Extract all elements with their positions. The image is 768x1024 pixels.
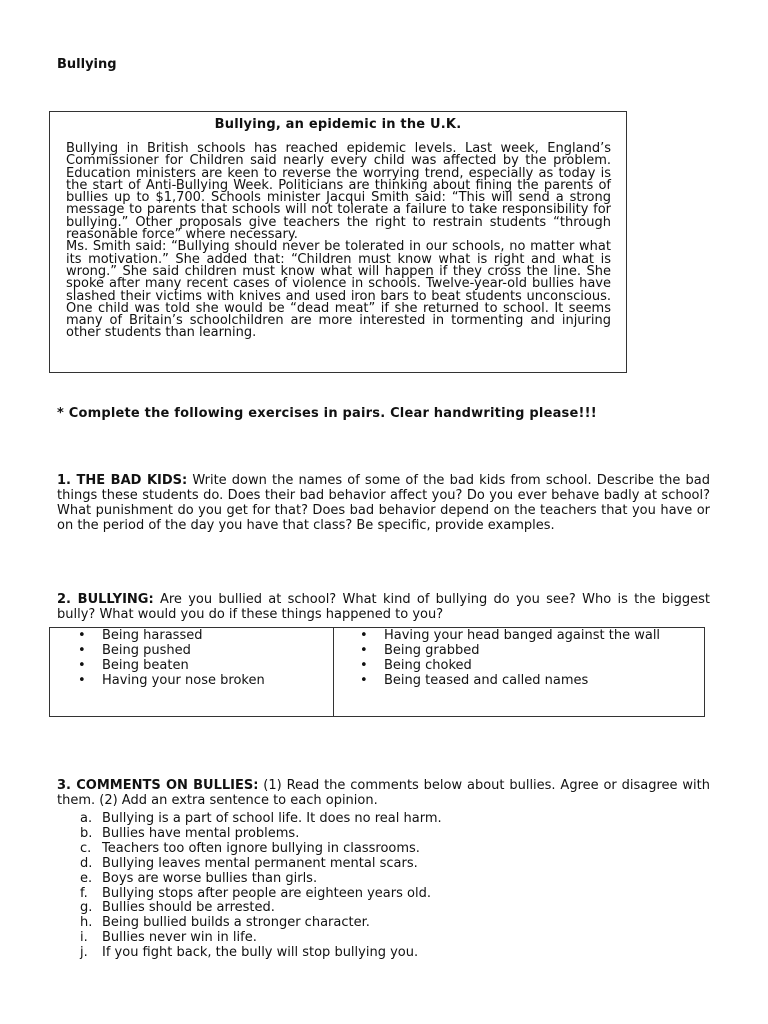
list-item: [80, 857, 442, 872]
list-item: [80, 931, 442, 946]
item-letter: j.: [80, 945, 88, 961]
list-item: • Being beaten: [58, 658, 328, 673]
list-item: [80, 872, 442, 887]
item-text: Bullies never win in life.: [102, 930, 257, 946]
exercise-2-text: Are you bullied at school? What kind of bullying do you see? Who is the biggest bully? What would you do if these things happened to you?: [57, 592, 710, 622]
list-item: [80, 842, 442, 857]
item-text: Bullying stops after people are eighteen years old.: [102, 885, 431, 901]
article-heading: Bullying, an epidemic in the U.K.: [214, 117, 462, 132]
list-item: • Having your nose broken: [58, 673, 328, 688]
exercise-3-text: (1) Read the comments below about bullies. Agree or disagree with them. (2) Add an extra sentence to each opinion.: [57, 778, 710, 808]
item-letter: e.: [80, 870, 93, 886]
list-item: [80, 916, 442, 931]
item-text: Bullies have mental problems.: [102, 825, 300, 841]
list-item: • Being choked: [340, 658, 698, 673]
item-letter: b.: [80, 825, 93, 841]
list-item: [80, 887, 442, 902]
article-body: [66, 143, 611, 340]
article-paragraph-1: Bullying in British schools has reached epidemic levels. Last week, England’s Commissioner for Children said nearly every child was affected by the problem. Education ministers are keen to reverse the worrying trend, especially as today is the start of Anti-Bullying Week. Politicians are thinking about fining the parents of bullies up to $1,700. Schools minister Jacqui Smith said: “This will send a strong message to parents that schools will not tolerate a failure to take responsibility for bullying.” Other proposals give teachers the right to restrain students “through reasonable force” where necessary.: [66, 141, 611, 243]
item-text: If you fight back, the bully will stop bullying you.: [102, 945, 419, 961]
exercise-1-label: 1. THE BAD KIDS:: [57, 473, 188, 488]
item-letter: f.: [80, 885, 88, 901]
item-letter: d.: [80, 855, 93, 871]
exercise-1-text: Write down the names of some of the bad kids from school. Describe the bad things these students do. Does their bad behavior affect you? Do you ever behave badly at school? What punishment do you get for that? Does bad behavior depend on the teachers that you have or on the period of the day you have that class? Be specific, provide examples.: [57, 473, 710, 533]
item-letter: i.: [80, 930, 88, 946]
item-letter: h.: [80, 915, 93, 931]
list-item: • Being harassed: [58, 628, 328, 643]
bullying-list-right: [340, 628, 698, 688]
list-item: [80, 901, 442, 916]
exercise-3: [57, 778, 710, 808]
item-letter: a.: [80, 811, 93, 826]
list-item: • Being teased and called names: [340, 673, 698, 688]
page-title: Bullying: [57, 57, 117, 72]
list-item: [80, 812, 442, 827]
article-box: [49, 111, 627, 373]
exercise-2-label: 2. BULLYING:: [57, 592, 154, 607]
item-text: Bullying leaves mental permanent mental scars.: [102, 855, 418, 871]
list-item: [80, 827, 442, 842]
item-letter: g.: [80, 900, 93, 916]
item-text: Bullying is a part of school life. It does no real harm.: [102, 811, 442, 826]
item-text: Teachers too often ignore bullying in classrooms.: [102, 840, 420, 856]
exercise-1: [57, 473, 710, 533]
exercise-3-label: 3. COMMENTS ON BULLIES:: [57, 778, 259, 793]
list-item: [80, 946, 442, 961]
list-item: • Being pushed: [58, 643, 328, 658]
item-text: Boys are worse bullies than girls.: [102, 870, 318, 886]
instruction-text: * Complete the following exercises in pairs. Clear handwriting please!!!: [57, 406, 597, 421]
item-text: Being bullied builds a stronger character.: [102, 915, 370, 931]
list-item: • Having your head banged against the wall: [340, 628, 698, 643]
exercise-2: [57, 592, 710, 622]
bullying-types-table: [49, 627, 705, 717]
item-letter: c.: [80, 840, 92, 856]
opinion-list: [80, 812, 442, 961]
table-column-divider: [333, 628, 334, 716]
article-paragraph-2: Ms. Smith said: “Bullying should never be tolerated in our schools, no matter what its motivation.” She added that: “Children must know what is right and what is wrong.” She said children must know what will happen if they cross the line. She spoke after many recent cases of violence in schools. Twelve-year-old bullies have slashed their victims with knives and used iron bars to beat students unconscious. One child was told she would be “dead meat” if she returned to school. It seems many of Britain’s schoolchildren are more interested in tormenting and injuring other students than learning.: [66, 239, 611, 341]
bullying-list-left: [58, 628, 328, 688]
item-text: Bullies should be arrested.: [102, 900, 275, 916]
list-item: • Being grabbed: [340, 643, 698, 658]
